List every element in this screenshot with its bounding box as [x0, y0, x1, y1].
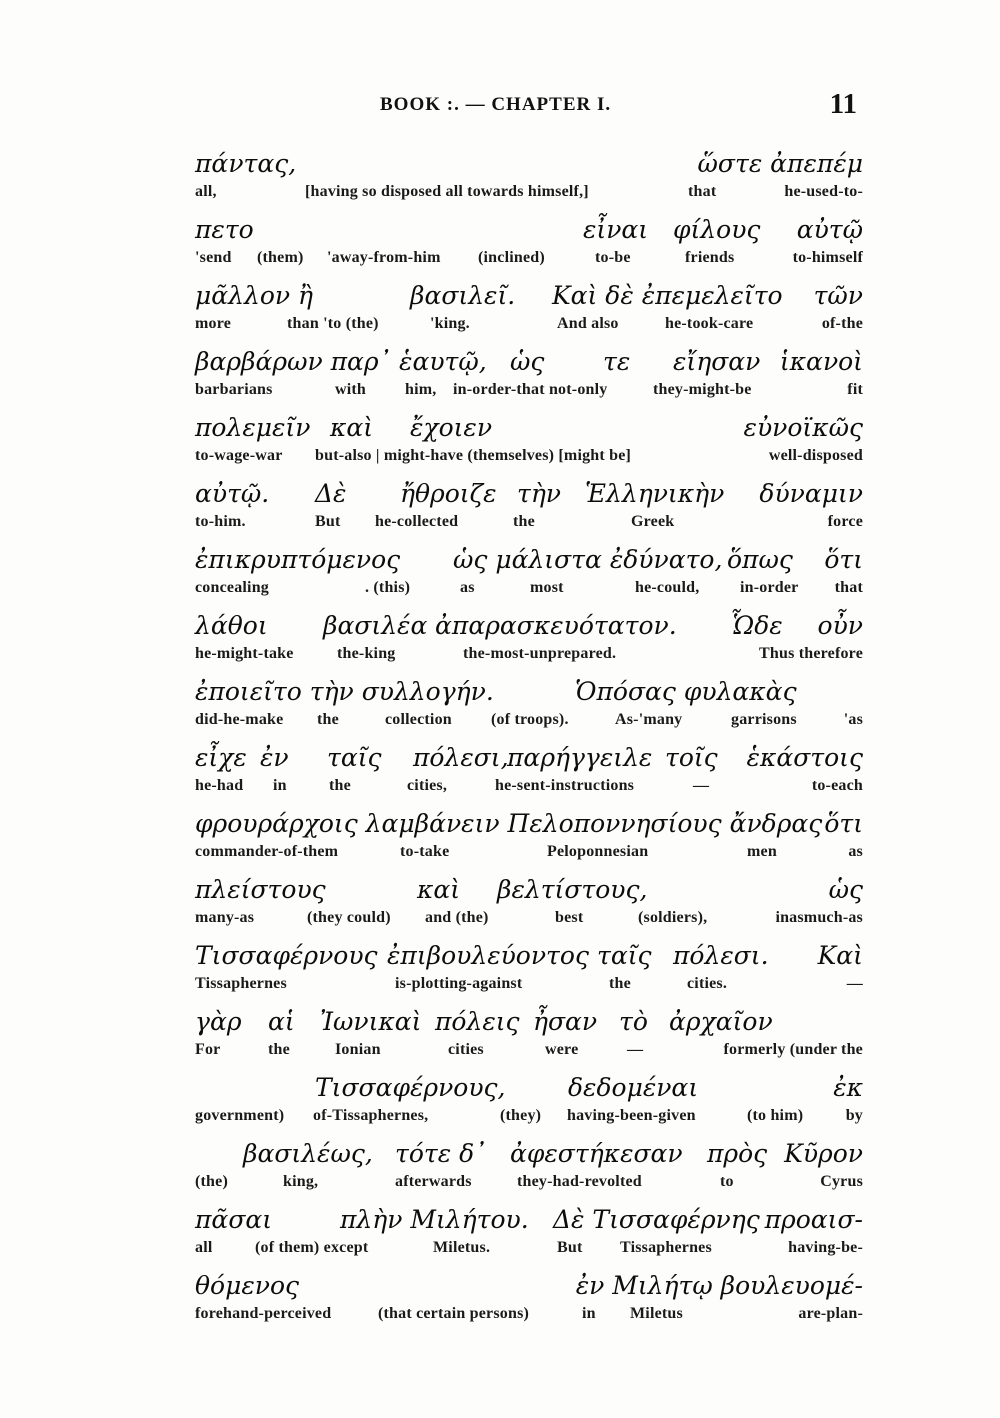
- english-gloss: (the): [195, 1173, 228, 1190]
- greek-word: τὸ: [619, 1007, 648, 1036]
- english-gloss: Tissaphernes: [620, 1239, 712, 1256]
- english-gloss: he-sent-instructions: [495, 777, 635, 794]
- english-gloss: and (the): [425, 909, 489, 926]
- greek-word: ὅτι: [824, 809, 863, 838]
- english-gloss: commander-of-them: [195, 843, 339, 860]
- english-gloss: the: [513, 513, 535, 530]
- interlinear-line: [195, 1270, 863, 1330]
- interlinear-line: [195, 940, 863, 1000]
- greek-word: καὶ: [417, 875, 461, 904]
- english-gloss: in: [582, 1305, 596, 1322]
- english-gloss: government): [195, 1107, 285, 1124]
- english-gloss: the: [268, 1041, 290, 1058]
- greek-word: πλείστους: [195, 875, 326, 904]
- greek-word: ἐν Μιλήτῳ βουλευομέ-: [575, 1271, 863, 1300]
- english-gloss: formerly (under the: [723, 1041, 863, 1058]
- english-gloss: (of troops).: [491, 711, 569, 728]
- greek-word: Ἑλληνικὴν: [585, 479, 725, 508]
- english-gloss: in: [273, 777, 287, 794]
- interlinear-line: [195, 742, 863, 802]
- english-gloss: to: [720, 1173, 734, 1190]
- english-gloss: of-the: [821, 315, 863, 332]
- english-gloss: to-wage-war: [195, 447, 283, 464]
- greek-word: ἐπιβουλεύοντος: [387, 941, 589, 970]
- greek-word: ἤθροιζε: [400, 479, 497, 508]
- english-gloss: he-might-take: [195, 645, 294, 662]
- interlinear-line: [195, 346, 863, 406]
- greek-word: προαισ-: [764, 1205, 863, 1234]
- english-gloss: but-also | might-have (themselves) [might be]: [315, 447, 632, 464]
- english-gloss: he-took-care: [665, 315, 754, 332]
- english-gloss: they-had-revolted: [517, 1173, 642, 1190]
- greek-word: ὡς μάλιστα ἐδύνατο,: [453, 545, 723, 574]
- english-gloss: —: [846, 975, 863, 992]
- english-gloss: the-most-unprepared.: [463, 645, 617, 662]
- english-gloss: cities,: [407, 777, 448, 794]
- english-gloss: that: [688, 183, 717, 200]
- greek-word: Κῦρον: [784, 1139, 863, 1168]
- english-gloss: in-order-that not-only: [453, 381, 608, 398]
- english-gloss: For: [195, 1041, 221, 1058]
- greek-word: ἱκανοὶ: [779, 347, 863, 376]
- english-gloss: by: [845, 1107, 863, 1124]
- greek-word: πάντας,: [195, 149, 297, 178]
- english-gloss: he-used-to-: [784, 183, 863, 200]
- greek-word: ἀπαρασκευότατον.: [435, 611, 677, 640]
- english-gloss: to-him.: [195, 513, 246, 530]
- english-gloss: all: [195, 1239, 213, 1256]
- interlinear-line: [195, 544, 863, 604]
- greek-word: πρὸς: [707, 1139, 768, 1168]
- greek-word: βελτίστους,: [497, 875, 648, 904]
- greek-word: ὅτι: [824, 545, 863, 574]
- english-gloss: (they): [500, 1107, 542, 1124]
- greek-word: ἑκάστοις: [746, 743, 863, 772]
- greek-word: τοῖς: [665, 743, 718, 772]
- english-gloss: were: [545, 1041, 579, 1058]
- english-gloss: well-disposed: [768, 447, 863, 464]
- greek-word: δύναμιν: [759, 479, 863, 508]
- greek-word: Καὶ: [817, 941, 863, 970]
- greek-word: Δὲ Τισσαφέρνης: [553, 1205, 760, 1234]
- greek-word: ὥστε ἀπεπέμ: [697, 149, 863, 178]
- english-gloss: the: [609, 975, 631, 992]
- english-gloss: more: [195, 315, 232, 332]
- greek-word: ἐκ: [833, 1073, 863, 1102]
- english-gloss: (they could): [307, 909, 391, 926]
- greek-word: ταῖς: [327, 743, 382, 772]
- interlinear-line: [195, 1204, 863, 1264]
- english-gloss: he-had: [195, 777, 244, 794]
- english-gloss: all,: [195, 183, 217, 200]
- english-gloss: many-as: [195, 909, 255, 926]
- greek-word: πετο: [195, 215, 254, 244]
- english-gloss: Miletus.: [433, 1239, 491, 1256]
- greek-word: βαρβάρων παρ᾽ ἑαυτῷ,: [195, 347, 487, 376]
- interlinear-line: [195, 280, 863, 340]
- english-gloss: 'away-from-him: [327, 249, 441, 266]
- english-gloss: concealing: [195, 579, 269, 596]
- greek-word: τότε δ᾽: [395, 1139, 487, 1168]
- english-gloss: 'send: [195, 249, 232, 266]
- english-gloss: in-order: [740, 579, 799, 596]
- english-gloss: And also: [557, 315, 619, 332]
- greek-word: πόλεσι.: [673, 941, 769, 970]
- greek-word: Τισσαφέρνους: [195, 941, 378, 970]
- english-gloss: best: [555, 909, 584, 926]
- greek-word: ἐποιεῖτο τὴν συλλογήν.: [195, 677, 494, 706]
- greek-word: βασιλέα: [323, 611, 428, 640]
- greek-word: εἴησαν: [673, 347, 761, 376]
- greek-word: ἦσαν: [533, 1007, 598, 1036]
- english-gloss: is-plotting-against: [395, 975, 523, 992]
- english-gloss: (soldiers),: [638, 909, 708, 926]
- greek-word: φρουράρχοις λαμβάνειν Πελοποννησίους ἄνδρας: [195, 809, 823, 838]
- english-gloss: forehand-perceived: [195, 1305, 332, 1322]
- english-gloss: as: [460, 579, 475, 596]
- english-gloss: Tissaphernes: [195, 975, 287, 992]
- english-gloss: friends: [685, 249, 735, 266]
- interlinear-line: [195, 676, 863, 736]
- english-gloss: than 'to (the): [287, 315, 379, 332]
- interlinear-line: [195, 1138, 863, 1198]
- greek-word: ἀφεστήκεσαν: [510, 1139, 683, 1168]
- greek-word: πᾶσαι: [195, 1205, 273, 1234]
- page-number: 11: [829, 88, 857, 120]
- english-gloss: they-might-be: [653, 381, 752, 398]
- english-gloss: most: [530, 579, 564, 596]
- greek-word: ὡς: [828, 875, 863, 904]
- english-gloss: 'as: [843, 711, 863, 728]
- interlinear-line: [195, 1006, 863, 1066]
- greek-word: τὴν: [517, 479, 562, 508]
- interlinear-line: [195, 1072, 863, 1132]
- english-gloss: he-collected: [375, 513, 459, 530]
- greek-word: Καὶ δὲ ἐπεμελεῖτο: [552, 281, 783, 310]
- greek-word: εὐνοϊκῶς: [743, 413, 863, 442]
- page-header: [195, 88, 863, 124]
- english-gloss: But: [315, 513, 341, 530]
- english-gloss: Cyrus: [820, 1173, 863, 1190]
- interlinear-line: [195, 610, 863, 670]
- greek-word: Ἰωνικαὶ: [320, 1007, 422, 1036]
- interlinear-line: [195, 412, 863, 472]
- english-gloss: force: [827, 513, 863, 530]
- interlinear-line: [195, 808, 863, 868]
- english-gloss: Greek: [631, 513, 675, 530]
- running-head: BOOK :. — CHAPTER I.: [380, 94, 612, 115]
- greek-word: τε: [603, 347, 631, 376]
- english-gloss: to-each: [811, 777, 863, 794]
- english-gloss: inasmuch-as: [775, 909, 863, 926]
- greek-word: βασιλεῖ.: [410, 281, 516, 310]
- english-gloss: (to him): [747, 1107, 804, 1124]
- greek-word: τῶν: [813, 281, 863, 310]
- greek-word: αἱ: [268, 1007, 295, 1036]
- english-gloss: he-could,: [635, 579, 700, 596]
- english-gloss: men: [747, 843, 777, 860]
- greek-word: αὐτῷ.: [195, 479, 270, 508]
- greek-word: δεδομέναι: [568, 1073, 699, 1102]
- interlinear-line: [195, 214, 863, 274]
- greek-word: βασιλέως,: [243, 1139, 373, 1168]
- english-gloss: —: [627, 1041, 644, 1058]
- greek-word: Δὲ: [315, 479, 347, 508]
- english-gloss: Ionian: [335, 1041, 381, 1058]
- english-gloss: to-take: [400, 843, 450, 860]
- greek-word: πολεμεῖν: [195, 413, 311, 442]
- english-gloss: as: [848, 843, 863, 860]
- greek-word: οὖν: [817, 611, 863, 640]
- greek-word: ἔχοιεν: [410, 413, 493, 442]
- english-gloss: (that certain persons): [378, 1305, 530, 1322]
- greek-word: ἐπικρυπτόμενος: [195, 545, 401, 574]
- english-gloss: —: [693, 777, 710, 794]
- greek-word: ὡς: [510, 347, 545, 376]
- interlinear-line: [195, 874, 863, 934]
- english-gloss: cities: [448, 1041, 484, 1058]
- english-gloss: garrisons: [731, 711, 797, 728]
- interlinear-line: [195, 478, 863, 538]
- english-gloss: having-been-given: [567, 1107, 696, 1124]
- english-gloss: to-be: [595, 249, 631, 266]
- english-gloss: that: [834, 579, 863, 596]
- greek-word: ταῖς: [597, 941, 652, 970]
- greek-word: φίλους: [673, 215, 761, 244]
- english-gloss: the-king: [337, 645, 396, 662]
- english-gloss: fit: [847, 381, 863, 398]
- english-gloss: did-he-make: [195, 711, 284, 728]
- greek-word: καὶ: [330, 413, 374, 442]
- english-gloss: with: [335, 381, 367, 398]
- greek-word: ἐν: [260, 743, 289, 772]
- greek-word: ὅπως: [727, 545, 793, 574]
- interlinear-line: [195, 148, 863, 208]
- english-gloss: of-Tissaphernes,: [313, 1107, 429, 1124]
- english-gloss: king,: [283, 1173, 319, 1190]
- english-gloss: 'king.: [430, 315, 470, 332]
- greek-word: θόμενος: [195, 1271, 300, 1300]
- english-gloss: But: [557, 1239, 583, 1256]
- greek-word: Τισσαφέρνους,: [315, 1073, 506, 1102]
- greek-word: Ὧδε: [730, 611, 783, 640]
- english-gloss: (them): [257, 249, 304, 266]
- english-gloss: . (this): [365, 579, 411, 596]
- greek-word: πόλεσι,: [413, 743, 509, 772]
- english-gloss: (inclined): [478, 249, 545, 266]
- greek-word: ἀρχαῖον: [669, 1007, 773, 1036]
- greek-word: πλὴν Μιλήτου.: [340, 1205, 529, 1234]
- english-gloss: Thus therefore: [759, 645, 863, 662]
- greek-word: λάθοι: [195, 611, 268, 640]
- english-gloss: having-be-: [788, 1239, 863, 1256]
- greek-word: πόλεις: [435, 1007, 520, 1036]
- english-gloss: Peloponnesian: [547, 843, 649, 860]
- english-gloss: are-plan-: [798, 1305, 863, 1322]
- greek-word: αὐτῷ: [796, 215, 863, 244]
- greek-word: γὰρ: [195, 1007, 242, 1036]
- greek-word: εἶχε: [195, 743, 247, 772]
- english-gloss: (of them) except: [255, 1239, 369, 1256]
- english-gloss: [having so disposed all towards himself,]: [305, 183, 589, 200]
- english-gloss: cities.: [687, 975, 728, 992]
- english-gloss: the: [317, 711, 339, 728]
- english-gloss: As-'many: [615, 711, 683, 728]
- greek-word: μᾶλλον ἢ: [195, 281, 313, 310]
- greek-word: Ὁπόσας φυλακὰς: [575, 677, 797, 706]
- english-gloss: the: [329, 777, 351, 794]
- english-gloss: barbarians: [195, 381, 273, 398]
- english-gloss: Miletus: [630, 1305, 683, 1322]
- english-gloss: afterwards: [395, 1173, 472, 1190]
- english-gloss: him,: [405, 381, 437, 398]
- english-gloss: to-himself: [792, 249, 863, 266]
- english-gloss: collection: [385, 711, 452, 728]
- greek-word: παρήγγειλε: [507, 743, 653, 772]
- greek-word: εἶναι: [583, 215, 649, 244]
